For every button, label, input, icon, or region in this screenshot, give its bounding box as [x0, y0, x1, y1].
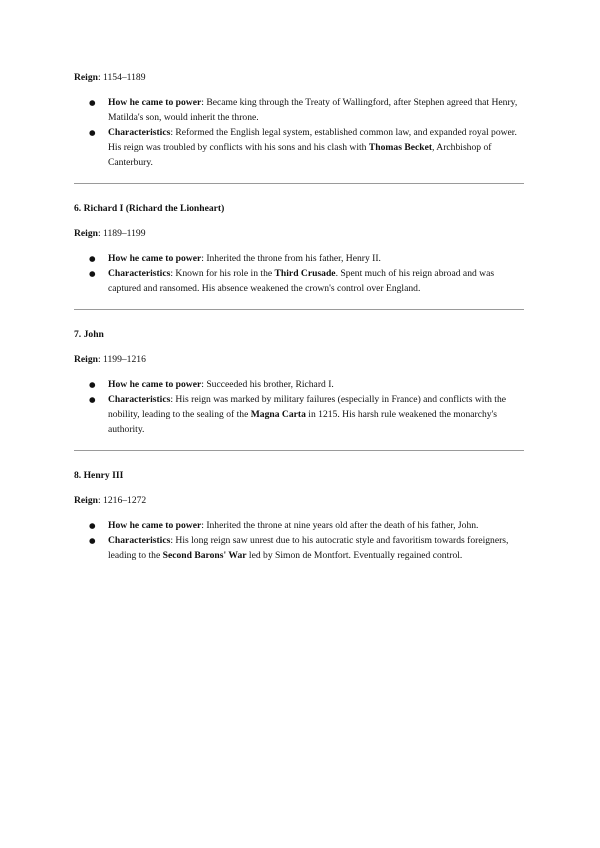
characteristics-bold: Magna Carta	[250, 409, 306, 420]
section-divider	[74, 450, 524, 451]
section-henry-iii	[74, 468, 524, 563]
document-page	[74, 70, 524, 563]
section-heading: 6. Richard I (Richard the Lionheart)	[74, 203, 225, 214]
reign-years: : 1199–1216	[97, 354, 146, 365]
list-item-power	[74, 377, 524, 392]
characteristics-bold: Thomas Becket	[368, 142, 433, 153]
characteristics-label: Characteristics	[108, 535, 171, 546]
characteristics-text-end: , Archbishop of Canterbury.	[108, 142, 492, 168]
power-label: How he came to power	[108, 97, 202, 108]
reign-years: : 1216–1272	[97, 495, 147, 506]
characteristics-label: Characteristics	[108, 268, 171, 279]
list-item-characteristics	[74, 392, 524, 437]
characteristics-text-end: . Spent much of his reign abroad and was captured and ransomed. His absence weakened the crown's control over England.	[108, 268, 495, 294]
reign-line	[74, 352, 524, 367]
power-text: : Inherited the throne at nine years old after the death of his father, John.	[201, 520, 479, 531]
characteristics-bold: Second Barons' War	[162, 550, 247, 561]
characteristics-text-end: led by Simon de Montfort. Eventually regained control.	[246, 550, 463, 561]
power-label: How he came to power	[108, 253, 202, 264]
section-divider	[74, 309, 524, 310]
reign-line	[74, 70, 524, 85]
section-john	[74, 327, 524, 437]
characteristics-text: : Reformed the English legal system, established common law, and expanded royal power. His reign was troubled by conflicts with his sons and his clash with	[108, 127, 517, 153]
bullet-list	[74, 251, 524, 296]
reign-label: Reign	[74, 228, 98, 239]
list-item-characteristics	[74, 533, 524, 563]
list-item-characteristics	[74, 125, 524, 170]
reign-years: : 1189–1199	[97, 228, 146, 239]
reign-label: Reign	[74, 72, 98, 83]
reign-years: : 1154–1189	[97, 72, 146, 83]
characteristics-text-end: in 1215. His harsh rule weakened the monarchy's authority.	[108, 409, 498, 435]
reign-label: Reign	[74, 354, 98, 365]
bullet-list	[74, 95, 524, 170]
power-label: How he came to power	[108, 520, 202, 531]
characteristics-text: : His long reign saw unrest due to his autocratic style and favoritism towards foreigners, leading to the	[108, 535, 509, 561]
section-richard-i	[74, 201, 524, 296]
list-item-power	[74, 518, 524, 533]
section-henry-ii	[74, 70, 524, 170]
section-heading: 7. John	[74, 329, 104, 340]
characteristics-bold: Third Crusade	[274, 268, 336, 279]
list-item-characteristics	[74, 266, 524, 296]
reign-line	[74, 493, 524, 508]
power-text: : Succeeded his brother, Richard I.	[201, 379, 334, 390]
list-item-power	[74, 95, 524, 125]
reign-label: Reign	[74, 495, 98, 506]
characteristics-label: Characteristics	[108, 394, 171, 405]
power-label: How he came to power	[108, 379, 202, 390]
bullet-list	[74, 518, 524, 563]
section-heading: 8. Henry III	[74, 470, 124, 481]
characteristics-text: : Known for his role in the	[170, 268, 275, 279]
section-divider	[74, 183, 524, 184]
reign-line	[74, 226, 524, 241]
power-text: : Inherited the throne from his father, Henry II.	[201, 253, 381, 264]
list-item-power	[74, 251, 524, 266]
power-text: : Became king through the Treaty of Wallingford, after Stephen agreed that Henry, Matilda's son, would inherit the throne.	[108, 97, 518, 123]
characteristics-text: : His reign was marked by military failures (especially in France) and conflicts with the nobility, leading to the sealing of the	[108, 394, 507, 420]
bullet-list	[74, 377, 524, 437]
characteristics-label: Characteristics	[108, 127, 171, 138]
